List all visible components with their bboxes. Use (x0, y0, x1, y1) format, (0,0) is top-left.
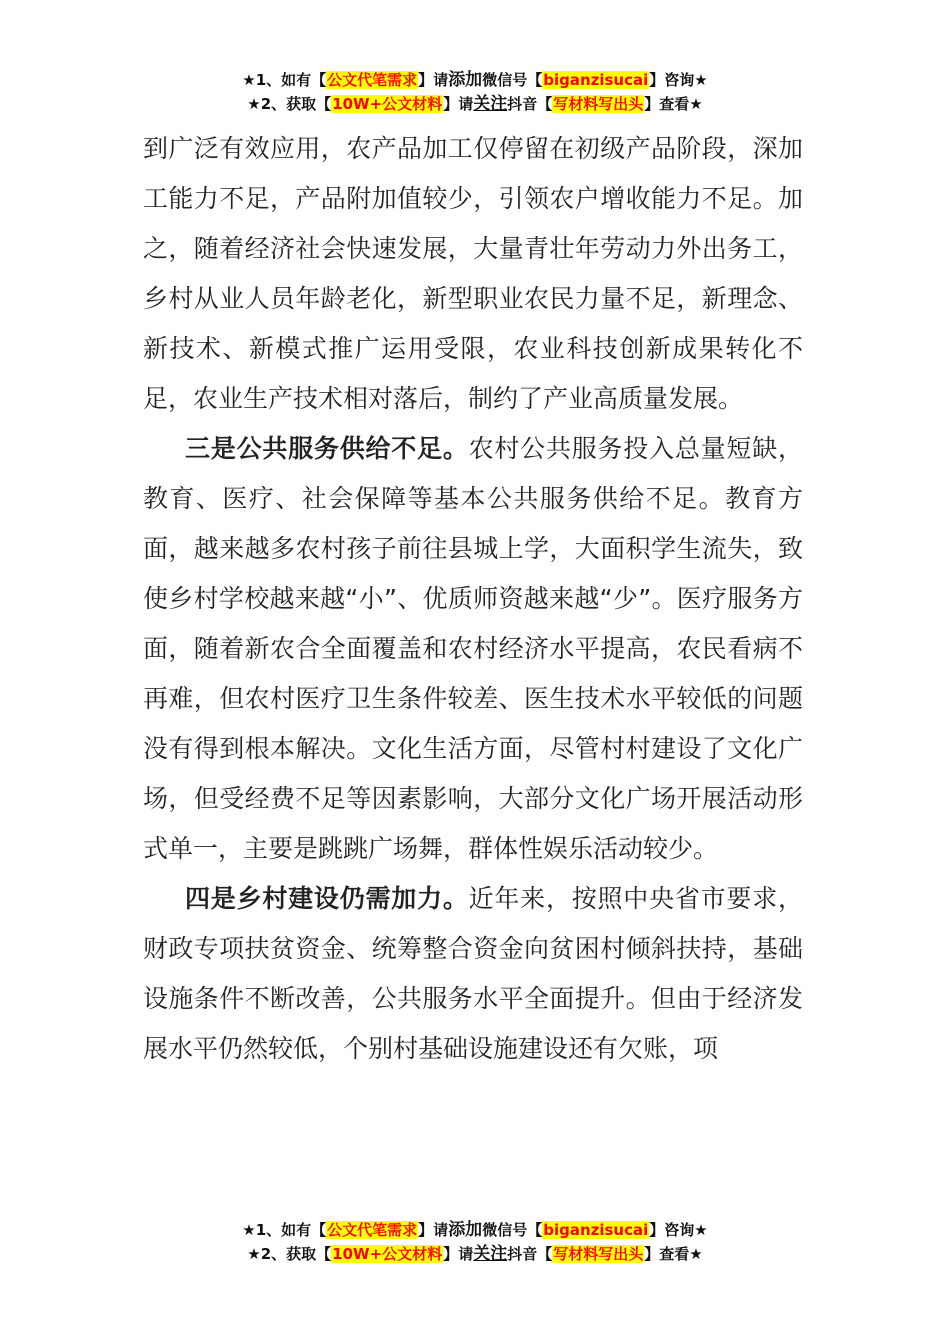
banner-emphasis: 关注 (473, 1244, 508, 1264)
banner-text: 】咨询★ (649, 1221, 708, 1239)
banner-line-2 (0, 1242, 950, 1266)
banner-text: 微信号【 (482, 71, 543, 89)
banner-text: 抖音【 (507, 95, 553, 113)
banner-text: ★1、如有【 (242, 71, 327, 89)
banner-text: 】请 (443, 1245, 474, 1263)
highlight-materials: 10W+公文材料 (332, 1245, 443, 1263)
highlight-service: 公文代笔需求 (327, 1221, 418, 1239)
banner-text: 】请 (418, 1221, 449, 1239)
banner-text: 】查看★ (644, 95, 703, 113)
paragraph-text: 近年来，按照中央省市要求，财政专项扶贫资金、统筹整合资金向贫困村倾斜扶持，基础设施条件不断改善，公共服务水平全面提升。但由于经济发展水平仍然较低，个别村基础设施建设还有欠账，项 (143, 884, 803, 1063)
banner-text: ★2、获取【 (247, 1245, 332, 1263)
banner-text: ★2、获取【 (247, 95, 332, 113)
highlight-materials: 10W+公文材料 (332, 95, 443, 113)
banner-text: 抖音【 (507, 1245, 553, 1263)
highlight-service: 公文代笔需求 (327, 71, 418, 89)
paragraph-public-services (143, 424, 803, 874)
footer-banner (0, 1218, 950, 1266)
banner-text: 微信号【 (482, 1221, 543, 1239)
paragraph-continued: 到广泛有效应用，农产品加工仅停留在初级产品阶段，深加工能力不足，产品附加值较少，引领农户增收能力不足。加之，随着经济社会快速发展，大量青壮年劳动力外出务工，乡村从业人员年龄老化，新型职业农民力量不足，新理念、新技术、新模式推广运用受限，农业科技创新成果转化不足，农业生产技术相对落后，制约了产业高质量发展。 (143, 134, 803, 413)
banner-emphasis: 添加 (448, 70, 483, 90)
paragraph-text: 农村公共服务投入总量短缺，教育、医疗、社会保障等基本公共服务供给不足。教育方面，越来越多农村孩子前往县城上学，大面积学生流失，致使乡村学校越来越“小”、优质师资越来越“少”。医疗服务方面，随着新农合全面覆盖和农村经济水平提高，农民看病不再难，但农村医疗卫生条件较差、医生技术水平较低的问题没有得到根本解决。文化生活方面，尽管村村建设了文化广场，但受经费不足等因素影响，大部分文化广场开展活动形式单一，主要是跳跳广场舞，群体性娱乐活动较少。 (143, 434, 803, 863)
banner-emphasis: 添加 (448, 1220, 483, 1240)
highlight-wechat-id: biganzisucai (543, 71, 649, 89)
banner-text: 】请 (418, 71, 449, 89)
document-body (143, 124, 803, 1074)
banner-text: 】查看★ (644, 1245, 703, 1263)
banner-line-2 (0, 92, 950, 116)
banner-text: 】请 (443, 95, 474, 113)
highlight-douyin: 写材料写出头 (553, 1245, 644, 1263)
banner-text: 】咨询★ (649, 71, 708, 89)
banner-emphasis: 关注 (473, 94, 508, 114)
paragraph-heading: 四是乡村建设仍需加力。 (185, 884, 469, 913)
banner-text: ★1、如有【 (242, 1221, 327, 1239)
header-banner (0, 68, 950, 116)
banner-line-1 (0, 1218, 950, 1242)
banner-line-1 (0, 68, 950, 92)
paragraph-heading: 三是公共服务供给不足。 (185, 434, 469, 463)
highlight-wechat-id: biganzisucai (543, 1221, 649, 1239)
paragraph-rural-construction (143, 874, 803, 1074)
highlight-douyin: 写材料写出头 (553, 95, 644, 113)
